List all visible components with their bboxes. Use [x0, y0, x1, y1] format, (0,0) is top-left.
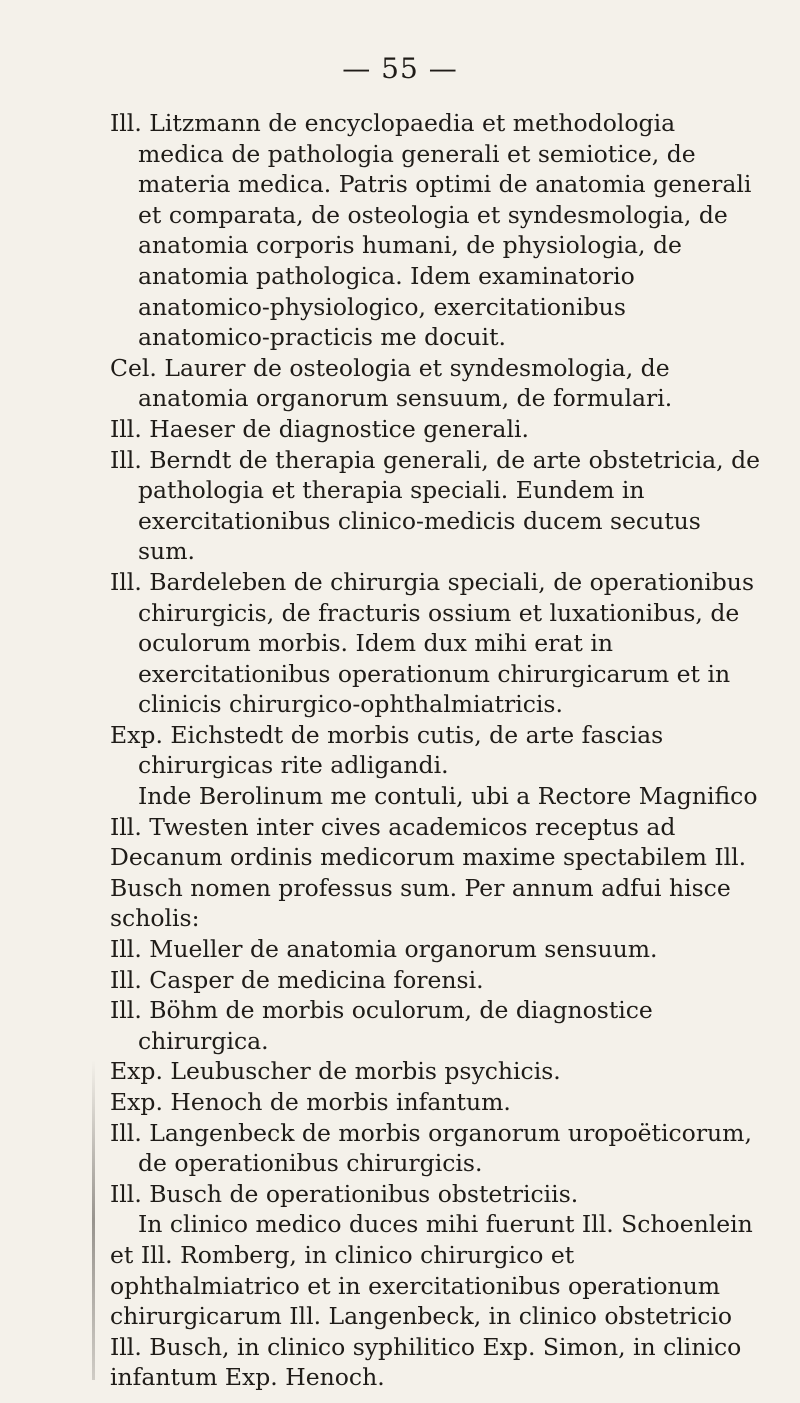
paragraph-mueller: Ill. Mueller de anatomia organorum sensuum.: [110, 935, 658, 964]
paragraph-eichstedt: Exp. Eichstedt de morbis cutis, de arte fascias chirurgicas rite adligandi.: [110, 720, 664, 780]
paragraph-laurer: Cel. Laurer de osteologia et syndesmologia, de anatomia organorum sensuum, de formulari.: [110, 353, 673, 413]
paragraph-berolinum: Inde Berolinum me contuli, ubi a Rectore Magnifico Ill. Twesten inter cives academicos receptus ad Decanum ordinis medicorum maxime spectabilem Ill. Busch nomen professus sum. Per annum adfui hisce scholis:: [110, 782, 758, 933]
binding-edge-shadow: [92, 1060, 95, 1380]
page-number: — 55 —: [342, 52, 458, 85]
paragraph-clinical: In clinico medico duces mihi fuerunt Ill. Schoenlein et Ill. Romberg, in clinico chirurgico et ophthalmiatrico et in exercitationibus operationum chirurgicarum Ill. Langenbeck, in clinico obstetricio Ill. Busch, in clinico syphilitico Exp. Simon, in clinico infantum Exp. Henoch.: [110, 1210, 753, 1392]
paragraph-litzmann: Ill. Litzmann de encyclopaedia et methodologia medica de pathologia generali et semiotice, de materia medica. Patris optimi de anatomia generali et comparata, de osteologia et syndesmologia, de anatomia corporis humani, de physiologia, de anatomia pathologica. Idem examinatorio anatomico-physiologico, exercitationibus anatomico-practicis me docuit.: [110, 109, 752, 352]
paragraph-langenbeck: Ill. Langenbeck de morbis organorum uropoëticorum, de operationibus chirurgicis.: [110, 1118, 752, 1178]
paragraph-henoch: Exp. Henoch de morbis infantum.: [110, 1088, 511, 1116]
paragraph-leubuscher: Exp. Leubuscher de morbis psychicis.: [110, 1057, 561, 1086]
paragraph-berndt: Ill. Berndt de therapia generali, de arte obstetricia, de pathologia et therapia speciali. Eundem in exercitationibus clinico-medicis ducem secutus sum.: [110, 445, 761, 566]
paragraph-haeser: Ill. Haeser de diagnostice generali.: [110, 414, 529, 443]
paragraph-boehm: Ill. Böhm de morbis oculorum, de diagnostice chirurgica.: [110, 996, 653, 1055]
body-text: [110, 108, 760, 1393]
paragraph-casper: Ill. Casper de medicina forensi.: [110, 965, 484, 994]
paragraph-busch: Ill. Busch de operationibus obstetriciis.: [110, 1179, 579, 1208]
paragraph-bardeleben: Ill. Bardeleben de chirurgia speciali, de operationibus chirurgicis, de fracturis ossium et luxationibus, de oculorum morbis. Idem dux mihi erat in exercitationibus operationum chirurgicarum et in clinicis chirurgico-ophthalmiatricis.: [110, 567, 755, 719]
